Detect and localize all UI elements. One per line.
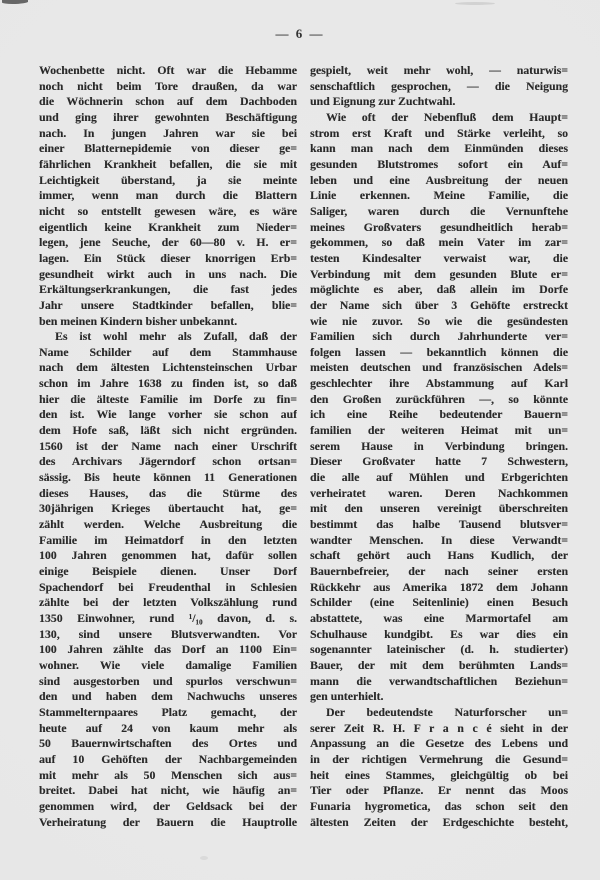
text-line: Schilder (eine Seitenlinie) einen Besuch xyxy=(310,595,568,610)
text-line: immer, wenn man durch die Blattern xyxy=(39,188,297,203)
text-line: genommen wird, der Geldsack bei der xyxy=(39,798,297,813)
text-line: legen, jene Seuche, der 60—80 v. H. er= xyxy=(39,235,297,250)
text-line: testen Kindesalter verwaist war, die xyxy=(310,250,568,265)
text-line: in der richtigen Vermehrung die Gesund= xyxy=(310,751,568,766)
text-line: Tier oder Pflanze. Er nennt das Moos xyxy=(310,783,568,798)
text-line: die alle auf Mühlen und Erbgerichten xyxy=(310,470,568,485)
text-line: gen unterhielt. xyxy=(310,689,384,704)
page-number: — 6 — xyxy=(275,26,325,41)
text-line: sind ausgestorben und spurlos verschwun= xyxy=(39,673,297,688)
text-line: serer Zeit R. H. F r a n c é sieht in der xyxy=(310,720,568,735)
text-line: Schulhause kundgibt. Es war dies ein xyxy=(310,626,568,641)
scan-artifact-bottom xyxy=(200,856,208,860)
text-line: ben meinen Kindern bisher unbekannt. xyxy=(39,313,238,328)
text-line: 50 Bauernwirtschaften des Ortes und xyxy=(39,736,297,751)
text-line: noch nicht beim Tore draußen, da war xyxy=(39,78,297,93)
text-line: 30jährigen Krieges übertaucht hat, ge= xyxy=(39,501,297,516)
text-line: Name Schilder auf dem Stammhause xyxy=(39,344,297,359)
text-line: einige Beispiele dienen. Unser Dorf xyxy=(39,564,297,578)
text-line: 100 Jahren zählte das Dorf an 1100 Ein= xyxy=(39,642,297,657)
text-line: und Eignung zur Zuchtwahl. xyxy=(310,94,456,109)
text-line: Rückkehr aus Amerika 1872 dem Johann xyxy=(310,579,568,594)
text-line: kann man nach dem Einmünden dieses xyxy=(310,141,568,156)
text-line: 1560 ist der Name nach einer Urschrift xyxy=(39,438,297,453)
text-line: den Großen zurückführen —, so könnte xyxy=(310,391,568,406)
text-line: auf 10 Gehöften der Nachbargemeinden xyxy=(39,751,297,766)
text-line: mit mehr als 50 Menschen sich aus= xyxy=(39,767,297,782)
text-line: heute auf 24 von kaum mehr als xyxy=(39,720,297,735)
text-line: Familie im Heimatdorf in den letzten xyxy=(39,532,297,547)
text-line: dem Hofe saß, läßt sich nicht ergründen. xyxy=(39,423,297,438)
text-line: leben und eine Ausbreitung der neuen xyxy=(310,172,568,187)
text-line: schaft gehört auch Hans Kudlich, der xyxy=(310,548,568,563)
text-line: meisten deutschen und französischen Adels= xyxy=(310,360,568,375)
text-line: hier die älteste Familie im Dorfe zu fin= xyxy=(39,391,297,406)
text-line: nach dem ältesten Lichtensteinschen Urbar xyxy=(39,360,297,375)
text-line: Wie oft der Nebenfluß dem Haupt= xyxy=(326,109,568,124)
text-line: eigentlich keine Krankheit zum Nieder= xyxy=(39,219,297,234)
text-line: gespielt, weit mehr wohl, — naturwis= xyxy=(310,63,568,77)
scan-artifact-top-right xyxy=(455,2,495,5)
text-line: senschaftlich gesprochen, — die Neigung xyxy=(310,78,568,93)
text-line: den und haben dem Nachwuchs unseres xyxy=(39,689,297,704)
text-line: der Name sich über 3 Gehöfte erstreckt xyxy=(310,297,568,312)
text-line: sogenannter lateinischer (d. h. studierter) xyxy=(310,642,568,657)
text-line: mann die verwandtschaftlichen Beziehun= xyxy=(310,673,568,688)
text-line: dieses Hauses, das die Stürme des xyxy=(39,485,297,500)
text-line: wohner. Wie viele damalige Familien xyxy=(39,657,297,672)
text-columns xyxy=(39,63,567,830)
text-line: Jahr unsere Stadtkinder befallen, blie= xyxy=(39,297,297,312)
text-line: lagen. Ein Stück dieser knorrigen Erb= xyxy=(39,250,297,265)
text-line: gesunden Blutstromes sofort ein Auf= xyxy=(310,156,568,171)
text-line: des Archivars Jägerndorf schon ortsan= xyxy=(39,454,297,469)
text-line: 1350 Einwohner, rund ¹/₁₀ davon, d. s. xyxy=(39,610,297,625)
text-line: serem Hause in Verbindung bringen. xyxy=(310,438,568,453)
text-line: Saliger, waren durch die Vernunftehe xyxy=(310,203,568,218)
text-column-left xyxy=(39,63,297,830)
text-line: Anpassung an die Gesetze des Lebens und xyxy=(310,736,568,751)
text-line: abstattete, was eine Marmortafel am xyxy=(310,610,568,625)
scan-artifact-top-left xyxy=(2,0,28,4)
text-column-right xyxy=(310,63,568,830)
text-line: nicht so entstellt gewesen wäre, es wäre xyxy=(39,203,297,218)
text-line: familien der weiteren Heimat mit un= xyxy=(310,423,568,438)
text-line: zählt werden. Welche Ausbreitung die xyxy=(39,517,297,532)
text-line: gekommen, so daß mein Vater im zar= xyxy=(310,235,568,250)
text-line: Der bedeutendste Naturforscher un= xyxy=(326,704,568,719)
text-line: fährlichen Krankheit befallen, die sie mit xyxy=(39,156,297,171)
text-line: Familien sich durch Jahrhunderte ver= xyxy=(310,329,568,344)
text-line: nach. In jungen Jahren war sie bei xyxy=(39,125,297,140)
text-line: Verbindung mit dem gesunden Blute er= xyxy=(310,266,568,281)
text-line: und ging ihrer gewohnten Beschäftigung xyxy=(39,109,297,124)
text-line: sässig. Bis heute können 11 Generationen xyxy=(39,470,297,485)
text-line: Wochenbette nicht. Oft war die Hebamme xyxy=(39,63,297,77)
text-line: den ist. Wie lange vorher sie schon auf xyxy=(39,407,297,422)
text-line: Funaria hygrometica, das schon seit den xyxy=(310,798,568,813)
text-line: Verheiratung der Bauern die Hauptrolle xyxy=(39,814,297,829)
text-line: mit den unseren vereinigt überschreiten xyxy=(310,501,568,516)
text-line: wandter Menschen. In diese Verwandt= xyxy=(310,532,568,547)
text-line: bestimmt das halbe Tausend blutsver= xyxy=(310,517,568,532)
text-line: Spachendorf bei Freudenthal in Schlesien xyxy=(39,579,297,594)
text-line: Dieser Großvater hatte 7 Schwestern, xyxy=(310,454,568,469)
text-line: meines Großvaters gesundheitlich herab= xyxy=(310,219,568,234)
text-line: folgen lassen — bekanntlich können die xyxy=(310,344,568,359)
text-line: Erkältungserkrankungen, die fast jedes xyxy=(39,282,297,297)
text-line: Stammelternpaares Platz gemacht, der xyxy=(39,704,297,719)
text-line: Es ist wohl mehr als Zufall, daß der xyxy=(55,329,297,344)
text-line: ich eine Reihe bedeutender Bauern= xyxy=(310,407,568,422)
text-line: ältesten Zeiten der Erdgeschichte besteht, xyxy=(310,814,568,829)
text-line: 100 Jahren genommen hat, dafür sollen xyxy=(39,548,297,563)
text-line: Linie erkennen. Meine Familie, die xyxy=(310,188,568,203)
text-line: wie nie zuvor. So wie die gesündesten xyxy=(310,313,568,328)
text-line: breitet. Dabei hat nicht, wie häufig an= xyxy=(39,783,297,798)
text-line: Leichtigkeit überstand, ja sie meinte xyxy=(39,172,297,187)
text-line: strom erst Kraft und Stärke verleiht, so xyxy=(310,125,568,140)
text-line: Bauernbefreier, der nach seiner ersten xyxy=(310,564,568,578)
text-line: einer Blatternepidemie von dieser ge= xyxy=(39,141,297,156)
text-line: schon im Jahre 1638 zu finden ist, so daß xyxy=(39,376,297,391)
text-line: die Wöchnerin schon auf dem Dachboden xyxy=(39,94,297,109)
text-line: heit eines Stammes, gleichgültig ob bei xyxy=(310,767,568,782)
text-line: verheiratet waren. Deren Nachkommen xyxy=(310,485,568,500)
text-line: gesundheit wirkt auch in uns nach. Die xyxy=(39,266,297,281)
text-line: Bauer, der mit dem berühmten Lands= xyxy=(310,657,568,672)
text-line: möglichte es aber, daß allein im Dorfe xyxy=(310,282,568,297)
text-line: geschlechter ihre Abstammung auf Karl xyxy=(310,376,568,391)
text-line: zählte bei der letzten Volkszählung rund xyxy=(39,595,297,610)
text-line: 130, sind unsere Blutsverwandten. Vor xyxy=(39,626,297,641)
